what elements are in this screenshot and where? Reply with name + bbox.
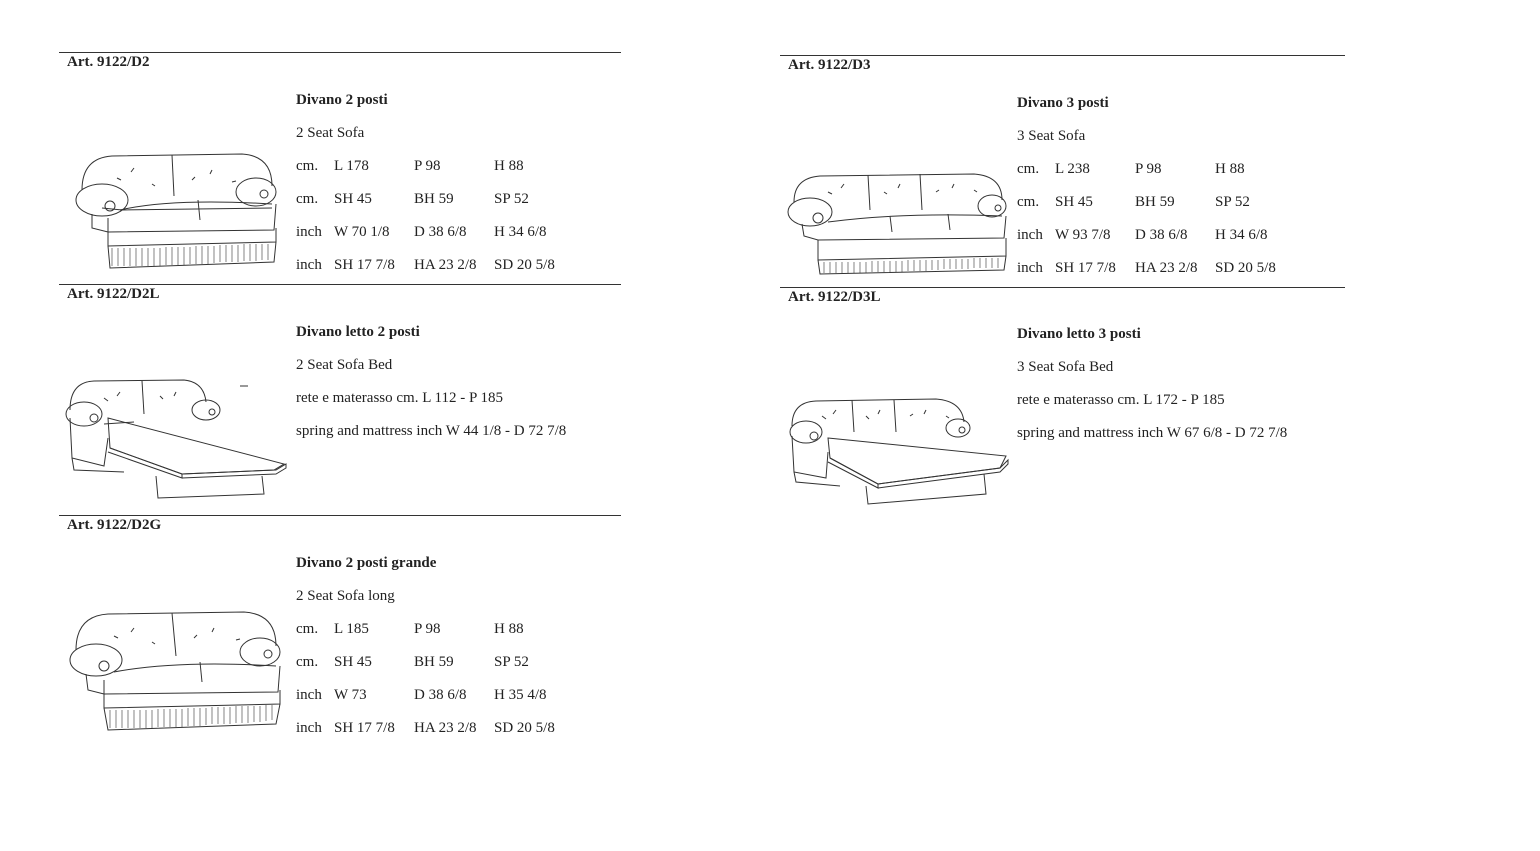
- dimension-value: D 38 6/8: [414, 224, 467, 240]
- product-title: Divano 2 posti grande: [296, 555, 437, 571]
- unit-label: inch: [1017, 227, 1043, 243]
- dimension-value: H 35 4/8: [494, 687, 547, 703]
- dimension-value: SH 17 7/8: [334, 257, 395, 273]
- dimension-value: BH 59: [1135, 194, 1175, 210]
- product-title: Divano 3 posti: [1017, 95, 1109, 111]
- dimension-value: H 34 6/8: [1215, 227, 1268, 243]
- dimension-value: SP 52: [494, 191, 529, 207]
- article-code: Art. 9122/D2G: [67, 517, 162, 533]
- section-divider: [59, 284, 621, 285]
- dimension-value: L 238: [1055, 161, 1090, 177]
- dimension-value: SH 45: [1055, 194, 1093, 210]
- sofa-bed-3-seat-icon: [786, 398, 1011, 513]
- dimension-value: HA 23 2/8: [414, 257, 477, 273]
- unit-label: inch: [296, 224, 322, 240]
- dimension-value: W 70 1/8: [334, 224, 390, 240]
- dimension-value: H 88: [494, 621, 524, 637]
- dimension-value: HA 23 2/8: [414, 720, 477, 736]
- unit-label: cm.: [1017, 194, 1040, 210]
- sofa-bed-2-seat-icon: [64, 378, 289, 508]
- product-subtitle: 2 Seat Sofa: [296, 125, 365, 141]
- dimension-value: SH 45: [334, 191, 372, 207]
- mattress-dimensions-cm: rete e materasso cm. L 172 - P 185: [1017, 392, 1225, 408]
- dimension-value: H 88: [494, 158, 524, 174]
- dimension-value: L 185: [334, 621, 369, 637]
- unit-label: cm.: [296, 654, 319, 670]
- unit-label: cm.: [296, 191, 319, 207]
- section-divider: [780, 55, 1345, 56]
- unit-label: cm.: [296, 621, 319, 637]
- dimension-value: P 98: [414, 158, 441, 174]
- dimension-value: H 88: [1215, 161, 1245, 177]
- unit-label: cm.: [1017, 161, 1040, 177]
- section-divider: [59, 515, 621, 516]
- dimension-value: D 38 6/8: [1135, 227, 1188, 243]
- dimension-value: SH 17 7/8: [1055, 260, 1116, 276]
- dimension-value: P 98: [414, 621, 441, 637]
- product-subtitle: 2 Seat Sofa Bed: [296, 357, 393, 373]
- dimension-value: L 178: [334, 158, 369, 174]
- dimension-value: HA 23 2/8: [1135, 260, 1198, 276]
- mattress-dimensions-inch: spring and mattress inch W 67 6/8 - D 72 7/8: [1017, 425, 1288, 441]
- dimension-value: SP 52: [1215, 194, 1250, 210]
- article-code: Art. 9122/D2: [67, 54, 150, 70]
- article-code: Art. 9122/D2L: [67, 286, 160, 302]
- product-title: Divano 2 posti: [296, 92, 388, 108]
- product-subtitle: 3 Seat Sofa Bed: [1017, 359, 1114, 375]
- unit-label: inch: [296, 257, 322, 273]
- dimension-value: D 38 6/8: [414, 687, 467, 703]
- article-code: Art. 9122/D3: [788, 57, 871, 73]
- unit-label: inch: [1017, 260, 1043, 276]
- product-title: Divano letto 2 posti: [296, 324, 420, 340]
- product-subtitle: 3 Seat Sofa: [1017, 128, 1086, 144]
- unit-label: inch: [296, 720, 322, 736]
- dimension-value: W 73: [334, 687, 367, 703]
- sofa-2-seat-icon: [72, 150, 282, 280]
- dimension-value: P 98: [1135, 161, 1162, 177]
- dimension-value: W 93 7/8: [1055, 227, 1111, 243]
- product-subtitle: 2 Seat Sofa long: [296, 588, 395, 604]
- dimension-value: H 34 6/8: [494, 224, 547, 240]
- dimension-value: SD 20 5/8: [494, 720, 555, 736]
- dimension-value: BH 59: [414, 191, 454, 207]
- article-code: Art. 9122/D3L: [788, 289, 881, 305]
- dimension-value: SP 52: [494, 654, 529, 670]
- unit-label: cm.: [296, 158, 319, 174]
- dimension-value: SH 45: [334, 654, 372, 670]
- mattress-dimensions-cm: rete e materasso cm. L 112 - P 185: [296, 390, 504, 406]
- unit-label: inch: [296, 687, 322, 703]
- product-title: Divano letto 3 posti: [1017, 326, 1141, 342]
- dimension-value: BH 59: [414, 654, 454, 670]
- section-divider: [59, 52, 621, 53]
- section-divider: [780, 287, 1345, 288]
- mattress-dimensions-inch: spring and mattress inch W 44 1/8 - D 72 7/8: [296, 423, 567, 439]
- dimension-value: SH 17 7/8: [334, 720, 395, 736]
- sofa-3-seat-icon: [784, 170, 1010, 283]
- dimension-value: SD 20 5/8: [494, 257, 555, 273]
- sofa-2-seat-long-icon: [68, 610, 286, 741]
- dimension-value: SD 20 5/8: [1215, 260, 1276, 276]
